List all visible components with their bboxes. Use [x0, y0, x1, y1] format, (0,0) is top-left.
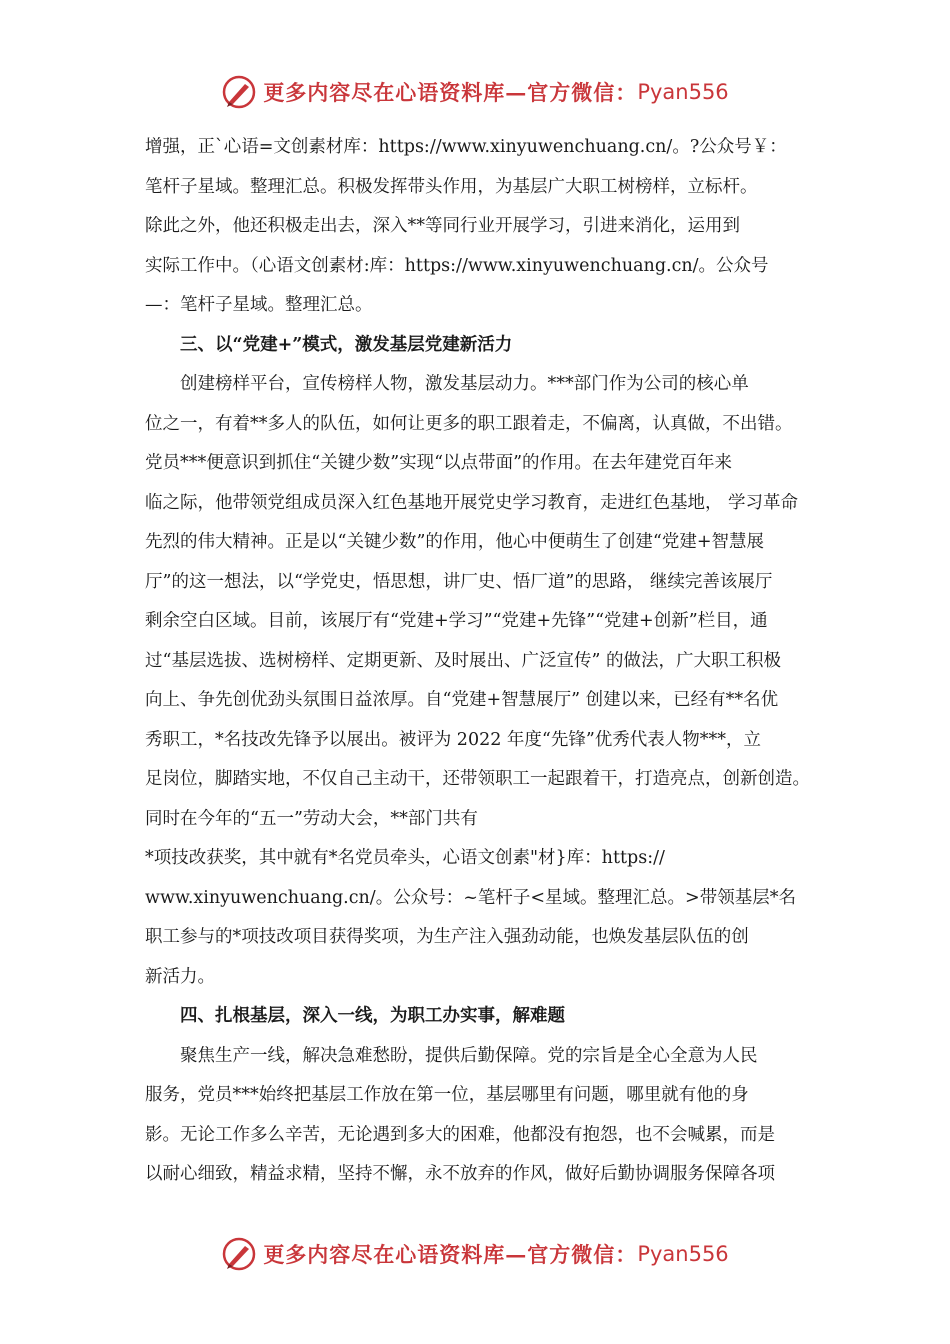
text-line: 笔杆子星域。整理汇总。积极发挥带头作用，为基层广大职工树榜样，立标杆。	[145, 176, 758, 197]
pen-logo-icon	[221, 1236, 257, 1272]
text-line: 剩余空白区域。目前，该展厅有“党建+学习”“党建+先锋”“党建+创新”栏目，通	[145, 611, 768, 631]
footer-banner	[0, 1232, 950, 1276]
text-line: 厅”的这一想法，以“学党史，悟思想，讲厂史、悟厂道”的思路， 继续完善该展厅	[145, 571, 773, 592]
text-line: 过“基层选拔、选树榜样、定期更新、及时展出、广泛宣传” 的做法，广大职工积极	[145, 650, 781, 671]
text-line: 以耐心细致，精益求精，坚持不懈，永不放弃的作风，做好后勤协调服务保障各项	[145, 1164, 775, 1184]
text-line: 创建榜样平台，宣传榜样人物，激发基层动力。***部门作为公司的核心单	[180, 374, 749, 394]
text-line: 除此之外，他还积极走出去，深入**等同行业开展学习，引进来消化，运用到	[145, 216, 740, 236]
text-line: 新活力。	[145, 966, 215, 987]
text-line: 先烈的伟大精神。正是以“关键少数”的作用，他心中便萌生了创建“党建+智慧展	[145, 532, 765, 552]
section-heading: 四、扎根基层，深入一线，为职工办实事，解难题	[180, 1006, 565, 1026]
text-line: 党员***便意识到抓住“关键少数”实现“以点带面”的作用。在去年建党百年来	[145, 453, 733, 473]
text-line: www.xinyuwenchuang.cn/。公众号：~笔杆子<星域。整理汇总。>带领基层*名	[145, 887, 796, 908]
footer-banner-text: 更多内容尽在心语资料库—官方微信：	[263, 1242, 638, 1267]
header-banner	[0, 70, 950, 114]
section-heading: 三、以“党建+”模式，激发基层党建新活力	[180, 334, 513, 355]
text-line: 临之际，他带领党组成员深入红色基地开展党史学习教育，走进红色基地， 学习革命	[145, 492, 799, 513]
text-line: 向上、争先创优劲头氛围日益浓厚。自“党建+智慧展厅” 创建以来，已经有**名优	[145, 690, 779, 710]
text-line: 足岗位，脚踏实地，不仅自己主动干，还带领职工一起跟着干，打造亮点，创新创造。	[145, 769, 810, 789]
text-line: 影。无论工作多么辛苦，无论遇到多大的困难，他都没有抱怨，也不会喊累，而是	[145, 1124, 775, 1145]
pen-logo-icon	[221, 74, 257, 110]
text-line: 同时在今年的“五一”劳动大会，**部门共有	[145, 808, 478, 829]
text-line: —：笔杆子星域。整理汇总。	[145, 295, 373, 315]
header-banner-handle: Pyan556	[637, 80, 729, 104]
document-body	[145, 128, 835, 1195]
text-line: 职工参与的*项技改项目获得奖项，为生产注入强劲动能，也焕发基层队伍的创	[145, 927, 749, 947]
header-banner-text: 更多内容尽在心语资料库—官方微信：	[263, 80, 638, 105]
footer-banner-handle: Pyan556	[637, 1242, 729, 1266]
text-line: *项技改获奖，其中就有*名党员牵头，心语文创素"材}库：https://	[145, 848, 665, 868]
text-line: 增强，正`心语=文创素材库：https://www.xinyuwenchuang.cn/。?公众号￥：	[145, 137, 787, 157]
text-line: 位之一，有着**多人的队伍，如何让更多的职工跟着走，不偏离，认真做，不出错。	[145, 413, 793, 434]
text-line: 实际工作中。（心语文创素材:库：https://www.xinyuwenchuang.cn/。公众号	[145, 255, 769, 276]
text-line: 秀职工，*名技改先锋予以展出。被评为 2022 年度“先锋”优秀代表人物***，立	[145, 729, 762, 750]
text-line: 服务，党员***始终把基层工作放在第一位，基层哪里有问题，哪里就有他的身	[145, 1085, 749, 1105]
text-line: 聚焦生产一线，解决急难愁盼，提供后勤保障。党的宗旨是全心全意为人民	[180, 1045, 758, 1066]
